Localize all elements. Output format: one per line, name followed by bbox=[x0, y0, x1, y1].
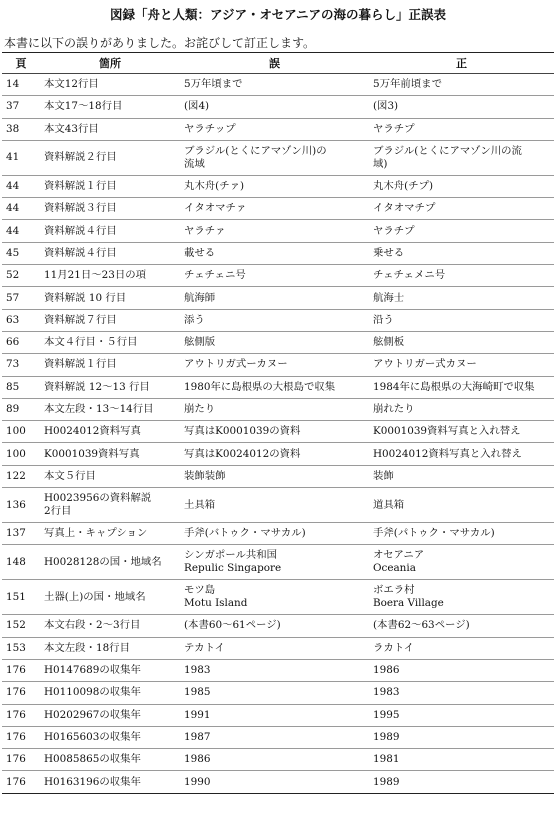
header-row bbox=[2, 53, 554, 74]
cell-correct bbox=[369, 309, 554, 331]
cell-location-line: 資料解説７行目 bbox=[44, 313, 117, 326]
errata-table-header bbox=[2, 53, 554, 74]
cell-location-line: 資料解説４行目 bbox=[44, 246, 117, 259]
cell-wrong bbox=[180, 749, 369, 771]
cell-correct bbox=[369, 749, 554, 771]
cell-correct-line: ヤラチプ bbox=[373, 122, 415, 135]
cell-location bbox=[40, 637, 180, 659]
cell-location-line: H0024012資料写真 bbox=[44, 425, 141, 438]
cell-page: 100 bbox=[2, 443, 40, 465]
cell-wrong-line: 土具箱 bbox=[184, 498, 216, 511]
cell-wrong bbox=[180, 580, 369, 615]
cell-page: 89 bbox=[2, 398, 40, 420]
cell-location-line: K0001039資料写真 bbox=[44, 447, 140, 460]
cell-wrong-line: 航海師 bbox=[184, 291, 216, 304]
cell-wrong-line: 1983 bbox=[184, 664, 211, 677]
cell-wrong bbox=[180, 220, 369, 242]
cell-wrong-line: 5万年頃まで bbox=[184, 78, 243, 91]
cell-correct-line: ボエラ村 bbox=[373, 584, 415, 597]
cell-wrong-line: 載せる bbox=[184, 246, 216, 259]
cell-correct-line: 沿う bbox=[373, 313, 394, 326]
document-title: 図録「舟と人類：アジア・オセアニアの海の暮らし」正誤表 bbox=[109, 7, 446, 22]
cell-correct-line: 1986 bbox=[373, 664, 400, 677]
cell-page: 63 bbox=[2, 309, 40, 331]
cell-location bbox=[40, 242, 180, 264]
cell-location-line: 資料解説 12～13 行目 bbox=[44, 380, 150, 393]
cell-location-line: 本文右段・2～3行目 bbox=[44, 619, 141, 632]
cell-correct-line: 5万年前頃まで bbox=[373, 78, 442, 91]
cell-wrong bbox=[180, 421, 369, 443]
cell-correct-line: (図3) bbox=[373, 100, 399, 113]
cell-wrong bbox=[180, 726, 369, 748]
cell-correct bbox=[369, 465, 554, 487]
table-row bbox=[2, 443, 554, 465]
table-row bbox=[2, 726, 554, 748]
cell-wrong bbox=[180, 443, 369, 465]
cell-location bbox=[40, 398, 180, 420]
cell-location-line: 本文左段・18行目 bbox=[44, 641, 130, 654]
cell-correct bbox=[369, 118, 554, 140]
cell-wrong-line: 流域 bbox=[184, 157, 205, 170]
cell-correct-line: 1984年に島根県の大海崎町で収集 bbox=[373, 380, 535, 393]
cell-location-line: 資料解説３行目 bbox=[44, 202, 117, 215]
cell-correct bbox=[369, 242, 554, 264]
cell-correct bbox=[369, 443, 554, 465]
cell-correct bbox=[369, 140, 554, 175]
cell-wrong-line: 1986 bbox=[184, 753, 211, 766]
table-row bbox=[2, 242, 554, 264]
cell-wrong bbox=[180, 545, 369, 580]
cell-correct-line: H0024012資料写真と入れ替え bbox=[373, 447, 522, 460]
cell-wrong-line: イタオマチァ bbox=[184, 202, 247, 215]
cell-page: 122 bbox=[2, 465, 40, 487]
cell-page: 41 bbox=[2, 140, 40, 175]
cell-correct bbox=[369, 331, 554, 353]
cell-location-line: H0165603の収集年 bbox=[44, 730, 141, 743]
cell-wrong-line: モツ島 bbox=[184, 584, 216, 597]
cell-wrong bbox=[180, 354, 369, 376]
table-row bbox=[2, 198, 554, 220]
table-row bbox=[2, 523, 554, 545]
cell-location bbox=[40, 682, 180, 704]
cell-wrong bbox=[180, 615, 369, 637]
cell-wrong-line: ブラジル(とくにアマゾン川)の bbox=[184, 144, 327, 157]
cell-correct bbox=[369, 704, 554, 726]
cell-page: 148 bbox=[2, 545, 40, 580]
cell-wrong-line: 1991 bbox=[184, 708, 211, 721]
cell-wrong bbox=[180, 175, 369, 197]
cell-page: 152 bbox=[2, 615, 40, 637]
cell-location bbox=[40, 704, 180, 726]
cell-correct-line: オセアニア bbox=[373, 549, 425, 562]
cell-correct-line: K0001039資料写真と入れ替え bbox=[373, 425, 521, 438]
cell-location bbox=[40, 615, 180, 637]
cell-page: 37 bbox=[2, 96, 40, 118]
cell-wrong-line: 1990 bbox=[184, 775, 211, 788]
table-row bbox=[2, 545, 554, 580]
table-row bbox=[2, 704, 554, 726]
table-row bbox=[2, 637, 554, 659]
cell-location-line: 資料解説 10 行目 bbox=[44, 291, 127, 304]
cell-wrong-line: チェチェニ号 bbox=[184, 269, 246, 282]
table-row bbox=[2, 488, 554, 523]
table-row bbox=[2, 309, 554, 331]
cell-correct bbox=[369, 376, 554, 398]
cell-wrong bbox=[180, 659, 369, 681]
cell-wrong-line: アウトリガ式ーカヌー bbox=[184, 358, 288, 371]
cell-correct-line: アウトリガー式カヌー bbox=[373, 358, 477, 371]
cell-wrong bbox=[180, 771, 369, 793]
cell-wrong-line: ヤラチァ bbox=[184, 224, 226, 237]
cell-page: 153 bbox=[2, 637, 40, 659]
cell-correct bbox=[369, 771, 554, 793]
cell-wrong-line: 添う bbox=[184, 313, 205, 326]
cell-wrong-line: 舷側版 bbox=[184, 336, 216, 349]
table-row bbox=[2, 265, 554, 287]
cell-location-line: 本文５行目 bbox=[44, 469, 96, 482]
cell-wrong bbox=[180, 523, 369, 545]
cell-location bbox=[40, 354, 180, 376]
cell-correct bbox=[369, 615, 554, 637]
header-wrong: 誤 bbox=[180, 53, 369, 74]
cell-wrong-line: テカトイ bbox=[184, 641, 225, 654]
cell-correct-line: 1981 bbox=[373, 753, 400, 766]
cell-location bbox=[40, 265, 180, 287]
cell-page: 176 bbox=[2, 726, 40, 748]
cell-page: 38 bbox=[2, 118, 40, 140]
cell-wrong-line: (図4) bbox=[184, 100, 210, 113]
cell-correct-line: 1995 bbox=[373, 708, 400, 721]
cell-wrong-line: 装飾装飾 bbox=[184, 469, 226, 482]
cell-location-line: 本文４行目・５行目 bbox=[44, 336, 138, 349]
cell-correct bbox=[369, 659, 554, 681]
cell-wrong bbox=[180, 265, 369, 287]
cell-correct bbox=[369, 637, 554, 659]
table-row bbox=[2, 118, 554, 140]
table-row bbox=[2, 74, 554, 96]
cell-correct-line: 舷側板 bbox=[373, 336, 405, 349]
cell-page: 66 bbox=[2, 331, 40, 353]
cell-wrong-line: Repulic Singapore bbox=[184, 562, 282, 575]
cell-location bbox=[40, 118, 180, 140]
cell-wrong bbox=[180, 398, 369, 420]
cell-location-line: 写真上・キャプション bbox=[44, 527, 148, 540]
cell-correct-line: 1989 bbox=[373, 775, 400, 788]
cell-wrong bbox=[180, 96, 369, 118]
cell-page: 44 bbox=[2, 198, 40, 220]
cell-location bbox=[40, 309, 180, 331]
cell-location bbox=[40, 443, 180, 465]
cell-wrong bbox=[180, 198, 369, 220]
table-row bbox=[2, 398, 554, 420]
cell-wrong bbox=[180, 704, 369, 726]
cell-location-line: 資料解説２行目 bbox=[44, 151, 117, 164]
cell-location-line: 11月21日～23日の項 bbox=[44, 269, 147, 282]
cell-location bbox=[40, 376, 180, 398]
cell-wrong-line: 1987 bbox=[184, 730, 211, 743]
cell-location bbox=[40, 331, 180, 353]
cell-location bbox=[40, 96, 180, 118]
cell-correct-line: ラカトイ bbox=[373, 641, 415, 654]
cell-location-line: 本文17～18行目 bbox=[44, 100, 123, 113]
cell-location-line: H0028128の国・地域名 bbox=[44, 555, 162, 568]
cell-page: 52 bbox=[2, 265, 40, 287]
cell-page: 137 bbox=[2, 523, 40, 545]
cell-correct bbox=[369, 523, 554, 545]
table-row bbox=[2, 175, 554, 197]
cell-correct bbox=[369, 287, 554, 309]
cell-location bbox=[40, 465, 180, 487]
cell-correct-line: (本書62～63ページ) bbox=[373, 619, 470, 632]
cell-correct-line: 丸木舟(チプ) bbox=[373, 180, 434, 193]
cell-wrong bbox=[180, 331, 369, 353]
cell-wrong bbox=[180, 242, 369, 264]
cell-correct bbox=[369, 398, 554, 420]
cell-location-line: H0085865の収集年 bbox=[44, 753, 141, 766]
cell-location-line: 土器(上)の国・地域名 bbox=[44, 590, 146, 603]
cell-correct-line: Oceania bbox=[373, 562, 416, 575]
cell-location bbox=[40, 220, 180, 242]
cell-wrong-line: ヤラチップ bbox=[184, 122, 236, 135]
cell-location-line: H0163196の収集年 bbox=[44, 775, 141, 788]
cell-correct bbox=[369, 726, 554, 748]
cell-location bbox=[40, 488, 180, 523]
cell-wrong-line: 崩たり bbox=[184, 403, 216, 415]
cell-wrong bbox=[180, 287, 369, 309]
cell-location-line: 2行目 bbox=[44, 505, 72, 518]
cell-wrong bbox=[180, 488, 369, 523]
table-row bbox=[2, 287, 554, 309]
cell-correct bbox=[369, 682, 554, 704]
cell-location bbox=[40, 523, 180, 545]
cell-wrong-line: (本書60～61ページ) bbox=[184, 619, 281, 632]
cell-wrong bbox=[180, 309, 369, 331]
table-row bbox=[2, 465, 554, 487]
cell-location-line: 資料解説１行目 bbox=[44, 180, 117, 193]
table-row bbox=[2, 615, 554, 637]
cell-wrong-line: シンガポール共和国 bbox=[184, 549, 278, 562]
table-row bbox=[2, 376, 554, 398]
cell-page: 85 bbox=[2, 376, 40, 398]
cell-page: 136 bbox=[2, 488, 40, 523]
cell-correct-line: イタオマチプ bbox=[373, 202, 436, 215]
cell-location bbox=[40, 545, 180, 580]
cell-correct-line: 航海士 bbox=[373, 291, 405, 304]
cell-page: 176 bbox=[2, 749, 40, 771]
cell-location-line: H0202967の収集年 bbox=[44, 708, 141, 721]
cell-correct bbox=[369, 488, 554, 523]
cell-wrong-line: 写真はK0001039の資料 bbox=[184, 425, 301, 438]
table-row bbox=[2, 96, 554, 118]
cell-page: 44 bbox=[2, 175, 40, 197]
cell-correct-line: ブラジル(とくにアマゾン川の流 bbox=[373, 144, 522, 157]
cell-page: 44 bbox=[2, 220, 40, 242]
cell-page: 100 bbox=[2, 421, 40, 443]
cell-correct-line: 1983 bbox=[373, 686, 400, 699]
cell-correct-line: 装飾 bbox=[373, 469, 394, 482]
cell-location bbox=[40, 287, 180, 309]
cell-wrong bbox=[180, 74, 369, 96]
cell-wrong-line: 写真はK0024012の資料 bbox=[184, 447, 301, 460]
cell-wrong-line: 丸木舟(チァ) bbox=[184, 180, 245, 193]
cell-correct bbox=[369, 580, 554, 615]
cell-correct-line: 手斧(パトゥク・マサカル) bbox=[373, 527, 495, 540]
cell-correct bbox=[369, 74, 554, 96]
cell-location-line: 資料解説１行目 bbox=[44, 358, 117, 371]
intro-text: 本書に以下の誤りがありました。お詫びして訂正します。 bbox=[4, 36, 316, 50]
cell-location-line: 本文左段・13～14行目 bbox=[44, 403, 154, 415]
cell-page: 151 bbox=[2, 580, 40, 615]
cell-wrong bbox=[180, 376, 369, 398]
cell-location bbox=[40, 771, 180, 793]
table-row bbox=[2, 749, 554, 771]
cell-correct-line: チェチェメニ号 bbox=[373, 269, 446, 282]
cell-location-line: 本文12行目 bbox=[44, 78, 99, 91]
table-row bbox=[2, 354, 554, 376]
cell-wrong-line: Motu Island bbox=[184, 597, 248, 610]
cell-location-line: H0147689の収集年 bbox=[44, 664, 141, 677]
errata-table-body bbox=[2, 74, 554, 794]
cell-location-line: H0023956の資料解説 bbox=[44, 492, 152, 505]
cell-correct bbox=[369, 545, 554, 580]
cell-location bbox=[40, 74, 180, 96]
cell-correct-line: 乗せる bbox=[373, 246, 405, 259]
cell-page: 176 bbox=[2, 659, 40, 681]
cell-correct bbox=[369, 198, 554, 220]
cell-wrong bbox=[180, 465, 369, 487]
cell-correct bbox=[369, 421, 554, 443]
table-row bbox=[2, 771, 554, 793]
cell-location-line: 本文43行目 bbox=[44, 122, 99, 135]
cell-correct-line: Boera Village bbox=[373, 597, 444, 610]
cell-location-line: H0110098の収集年 bbox=[44, 686, 141, 699]
cell-wrong-line: 1985 bbox=[184, 686, 211, 699]
cell-correct-line: 道具箱 bbox=[373, 498, 405, 511]
cell-location bbox=[40, 659, 180, 681]
cell-wrong-line: 手斧(バトゥク・マサカル) bbox=[184, 527, 306, 540]
cell-page: 176 bbox=[2, 682, 40, 704]
cell-correct-line: 1989 bbox=[373, 730, 400, 743]
cell-page: 176 bbox=[2, 704, 40, 726]
cell-wrong-line: 1980年に島根県の大根島で収集 bbox=[184, 380, 336, 393]
header-page: 頁 bbox=[2, 53, 40, 74]
cell-correct bbox=[369, 265, 554, 287]
errata-table bbox=[2, 52, 554, 794]
cell-page: 176 bbox=[2, 771, 40, 793]
cell-location bbox=[40, 580, 180, 615]
cell-location bbox=[40, 140, 180, 175]
cell-location bbox=[40, 726, 180, 748]
table-row bbox=[2, 140, 554, 175]
cell-page: 45 bbox=[2, 242, 40, 264]
cell-wrong bbox=[180, 682, 369, 704]
cell-page: 57 bbox=[2, 287, 40, 309]
table-row bbox=[2, 682, 554, 704]
cell-correct-line: 域) bbox=[373, 157, 388, 170]
table-row bbox=[2, 331, 554, 353]
cell-location bbox=[40, 749, 180, 771]
cell-correct bbox=[369, 220, 554, 242]
cell-location bbox=[40, 421, 180, 443]
cell-correct bbox=[369, 354, 554, 376]
cell-correct-line: ヤラチプ bbox=[373, 224, 415, 237]
cell-correct bbox=[369, 96, 554, 118]
cell-page: 73 bbox=[2, 354, 40, 376]
cell-wrong bbox=[180, 140, 369, 175]
cell-wrong bbox=[180, 118, 369, 140]
table-row bbox=[2, 580, 554, 615]
cell-location-line: 資料解説４行目 bbox=[44, 224, 117, 237]
cell-correct bbox=[369, 175, 554, 197]
table-row bbox=[2, 220, 554, 242]
table-row bbox=[2, 421, 554, 443]
cell-correct-line: 崩れたり bbox=[373, 403, 415, 415]
cell-location bbox=[40, 175, 180, 197]
header-location: 箇所 bbox=[40, 53, 180, 74]
table-row bbox=[2, 659, 554, 681]
cell-page: 14 bbox=[2, 74, 40, 96]
header-correct: 正 bbox=[369, 53, 554, 74]
cell-location bbox=[40, 198, 180, 220]
cell-wrong bbox=[180, 637, 369, 659]
